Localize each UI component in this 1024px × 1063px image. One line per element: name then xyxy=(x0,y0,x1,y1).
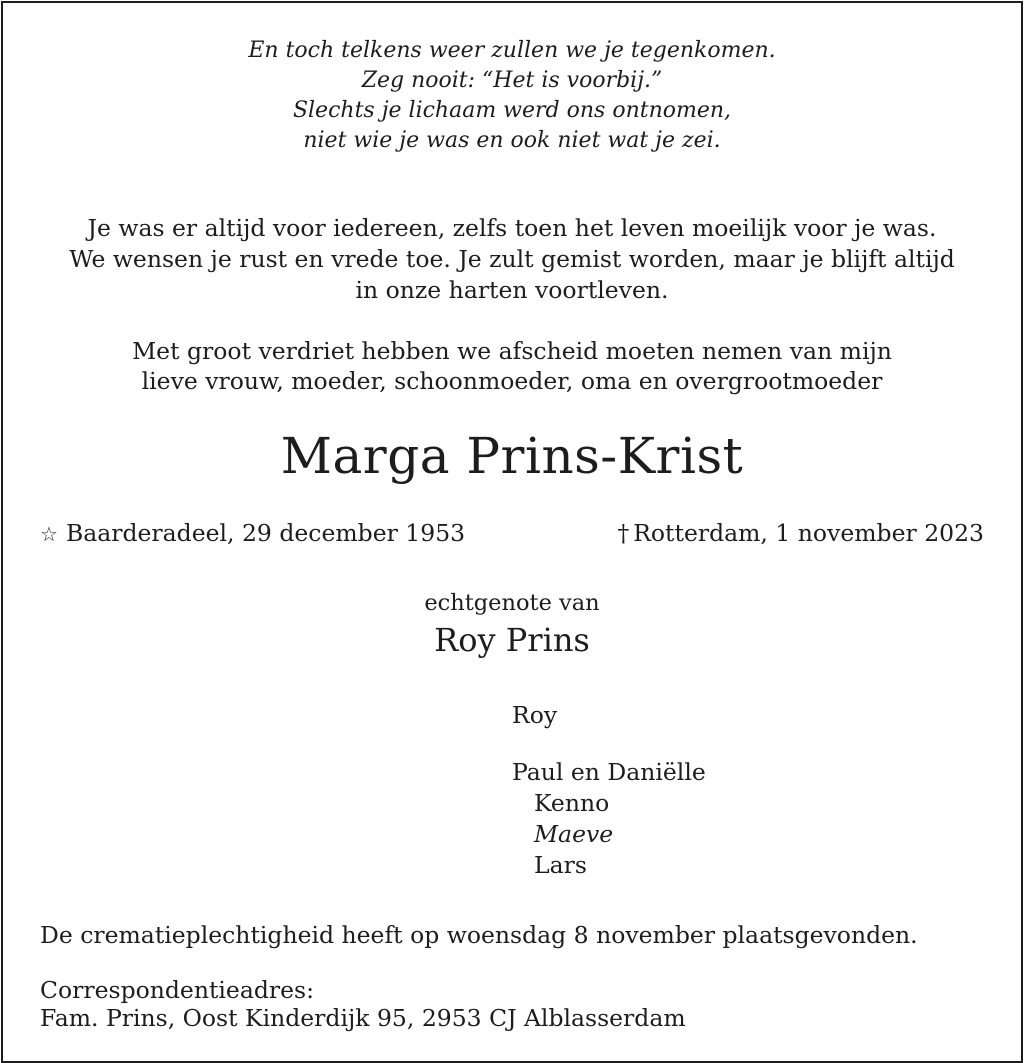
correspondence-address: Fam. Prins, Oost Kinderdijk 95, 2953 CJ Alblasserdam xyxy=(40,1004,686,1032)
message-line-1: Je was er altijd voor iedereen, zelfs toen het leven moeilijk voor je was. xyxy=(87,214,937,242)
poem-line-2: Zeg nooit: “Het is voorbij.” xyxy=(361,68,663,93)
correspondence-label: Correspondentieadres: xyxy=(40,976,315,1004)
poem-line-3: Slechts je lichaam werd ons ontnomen, xyxy=(292,98,732,123)
poem-line-4: niet wie je was en ook niet wat je zei. xyxy=(303,128,721,153)
announcement-line-1: Met groot verdriet hebben we afscheid moeten nemen van mijn xyxy=(132,337,892,365)
birth-info xyxy=(40,518,465,549)
death-info xyxy=(617,518,984,548)
grandchild-1: Kenno xyxy=(534,789,610,817)
deceased-name: Marga Prins-Krist xyxy=(280,427,744,485)
grandchild-3: Lars xyxy=(534,851,587,879)
grandchild-2: Maeve xyxy=(534,820,614,848)
birth-text: Baarderadeel, 29 december 1953 xyxy=(65,519,466,547)
spouse-name: Roy Prins xyxy=(434,621,590,659)
cross-icon: † xyxy=(617,519,630,547)
family-child-1: Roy xyxy=(512,701,558,729)
star-icon: ☆ xyxy=(40,522,58,546)
family-child-2: Paul en Daniëlle xyxy=(512,758,706,786)
announcement-line-2: lieve vrouw, moeder, schoonmoeder, oma en overgrootmoeder xyxy=(141,367,883,395)
death-text: Rotterdam, 1 november 2023 xyxy=(633,519,984,547)
spouse-label: echtgenote van xyxy=(424,590,600,616)
message-line-3: in onze harten voortleven. xyxy=(355,276,669,304)
message-line-2: We wensen je rust en vrede toe. Je zult gemist worden, maar je blijft altijd xyxy=(69,245,955,273)
ceremony-text: De crematieplechtigheid heeft op woensdag 8 november plaatsgevonden. xyxy=(40,921,918,949)
poem-line-1: En toch telkens weer zullen we je tegenkomen. xyxy=(248,38,776,63)
